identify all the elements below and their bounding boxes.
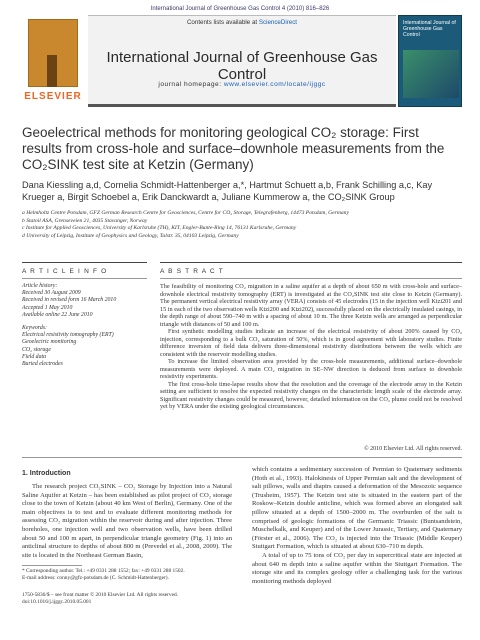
abstract-paragraph: The feasibility of monitoring CO₂ migration in a saline aquifer at a depth of about 650 m with cross-hole and surface–downhole electrical resistivity tomography (ERT) is investigated at the CO₂SINK test site close to Ketzin (Germany). The permanent vertical electrical resistivity array (VERA) consists of 45 electrodes (15 in the injection well Ktzi201 and 15 in each of the two observation wells Ktzi200 and Ktzi202), successfully placed on the electrically insulated casings, in the depth range of about 590–740 m with a spacing of about 10 m. The three Ketzin wells are arranged as perpendicular triangle with distances of 50 and 100 m. — [160, 283, 462, 328]
divider — [160, 278, 462, 279]
homepage-link[interactable]: www.elsevier.com/locate/ijggc — [223, 81, 326, 88]
journal-title: International Journal of Greenhouse Gas Control — [106, 49, 378, 83]
tree-trunk-icon — [47, 55, 57, 87]
homepage-prefix: journal homepage: — [158, 81, 224, 88]
abstract-paragraph: To increase the limited observation area provided by the cross-hole measurements, additional surface–downhole measurements were deployed. A main CO₂ migration in SE–NW direction is deduced from surface to downhole resistivity experiments. — [160, 358, 462, 380]
footnote-divider — [22, 565, 82, 566]
abstract-body — [160, 283, 462, 411]
journal-banner — [88, 15, 396, 107]
intro-paragraph: A total of up to 75 tons of CO₂ per day in supercritical state are injected at about 640 m depth into a saline aquifer within the Stuttgart Formation. The storage site and its complex geology offer a challenging task for the various monitoring methods deployed — [252, 551, 462, 585]
affiliations — [22, 210, 462, 240]
cover-image — [403, 50, 459, 98]
keyword: Geoelectric monitoring — [22, 339, 77, 346]
divider — [160, 262, 462, 263]
issn-doi — [22, 592, 242, 606]
divider — [22, 278, 147, 279]
affiliation: a Helmholtz Centre Potsdam, GFZ German Research Centre for Geosciences, Centre for CO₂ Storage, Telegrafenberg, 14473 Potsdam, Germany — [22, 210, 349, 216]
keyword: Electrical resistivity tomography (ERT) — [22, 332, 114, 339]
contents-prefix: Contents lists available at — [186, 19, 259, 26]
divider — [22, 457, 462, 458]
elsevier-logo[interactable] — [22, 15, 84, 107]
journal-reference: International Journal of Greenhouse Gas Control 4 (2010) 816–826 — [150, 6, 330, 12]
keyword: CO₂ storage — [22, 346, 51, 353]
intro-left-column — [22, 483, 232, 560]
abstract-paragraph: First synthetic modelling studies indicate an increase of the electrical resistivity of about 200% caused by CO₂ injection, corresponding to a bulk CO₂ saturation of 50%, which is in good agreement with laboratory studies. Finite difference inversion of field data delivers three-dimensional resistivity distributions between the wells which are consistent with the reservoir modelling studies. — [160, 328, 462, 358]
history-item: Available online 22 June 2010 — [22, 311, 93, 318]
sciencedirect-link[interactable]: ScienceDirect — [258, 19, 298, 26]
journal-cover[interactable] — [398, 15, 462, 107]
history-item: Received 30 August 2009 — [22, 290, 81, 297]
contents-line — [88, 19, 396, 26]
footnote-email: E-mail address: conny@gfz-potsdam.de (C. Schmidt-Hattenberger). — [22, 575, 169, 581]
issn-line: 1750-5836/$ – see front matter © 2010 Elsevier Ltd. All rights reserved. — [22, 592, 179, 598]
history-item: Received in revised form 16 March 2010 — [22, 297, 117, 304]
divider — [22, 262, 147, 263]
keywords-label: Keywords: — [22, 325, 47, 332]
journal-homepage — [88, 81, 396, 88]
journal-masthead — [22, 15, 462, 112]
affiliation: b Statoil ASA, Grenseveien 21, 4035 Stavanger, Norway — [22, 217, 148, 224]
affiliation: d University of Leipzig, Institute of Geophysics and Geology, Talstr. 35, 04103 Leipzig, Germany — [22, 232, 239, 239]
copyright-notice: © 2010 Elsevier Ltd. All rights reserved. — [364, 446, 462, 452]
corresponding-author-footnote — [22, 568, 232, 582]
section-heading-introduction: 1. Introduction — [22, 470, 71, 477]
footnote-contact: * Corresponding author. Tel.: +49 0331 288 1552; fax: +49 0331 288 1502. — [22, 568, 185, 574]
article-info — [22, 283, 147, 368]
abstract-heading: A B S T R A C T — [160, 268, 224, 275]
publisher-name: ELSEVIER — [24, 91, 82, 102]
article-title: Geoelectrical methods for monitoring geological CO₂ storage: First results from cross-hole and surface–downhole measurements from the CO₂SINK test site at Ketzin (Germany) — [22, 125, 445, 172]
author-list: Dana Kiessling a,d, Cornelia Schmidt-Hattenberger a,*, Hartmut Schuett a,b, Frank Schilling a,c, Kay Krueger a, Birgit Schoebel a, Erik Danckwardt a, Juliane Kummerow a, the CO₂SINK Group — [22, 180, 433, 202]
intro-paragraph: The research project CO₂SINK – CO₂ Storage by Injection into a Natural Saline Aquifer at Ketzin – has been established as pilot project of CO₂ storage close to the town of Ketzin (about 40 km West of Berlin), Germany. One of the main objectives is to test and to evaluate different monitoring methods for assessing CO₂ migration within the reservoir during and after injection. Three boreholes, one injection well and two observation wells, have been drilled about 50 and 100 m apart, in perpendicular triangle geometry (Fig. 1) into an anticlinal structure to depths of about 800 m (Prevedel et al., 2008, 2009). The site is located in the Northeast German Basin, — [22, 483, 232, 559]
cover-title: International Journal of Greenhouse Gas Control — [403, 20, 456, 38]
doi-line[interactable]: doi:10.1016/j.ijggc.2010.05.001 — [22, 599, 92, 605]
history-label: Article history: — [22, 283, 58, 289]
intro-right-column — [252, 466, 462, 586]
history-item: Accepted 1 May 2010 — [22, 304, 73, 311]
abstract-paragraph: The first cross-hole time-lapse results show that the resolution and the coverage of the electrode array in the Ketzin setting are sufficient to resolve the expected resistivity changes on the characteristic length scale of the electrode array. Significant resistivity changes could be measured, however, detailed information on the CO₂ plume could not be resolved yet by VERA under the existing geological circumstances. — [160, 380, 462, 410]
intro-paragraph: which contains a sedimentary succession of Permian to Quaternary sediments (Hoth et al., 1993). Halokinesis of Upper Permian salt and the development of salt pillows, walls and diapirs caused a deformation of the Mesozoic sequence (Trusheim, 1957). The Ketzin test site is situated in the eastern part of the Roskow–Ketzin double anticline, which was formed above an elongated salt pillow situated at a depth of 1500–2000 m. The overburden of the salt is comprised of geologic formations of the Germanic Triassic (Buntsandstein, Muschelkalk, and Keuper) and of the Lower Jurassic, Tertiary, and Quaternary (Förster et al., 2006). The CO₂ is injected into the Triassic (Middle Keuper) Stuttgart Formation, which is situated at about 630–710 m depth. — [252, 466, 462, 551]
keyword: Field data — [22, 353, 46, 360]
keyword: Buried electrodes — [22, 361, 63, 368]
affiliation: c Institute for Applied Geosciences, University of Karlsruhe (TH), KIT, Engler-Bunte-Ring 14, 76131 Karlsruhe, Germany — [22, 225, 297, 232]
article-info-heading: A R T I C L E I N F O — [22, 268, 108, 275]
